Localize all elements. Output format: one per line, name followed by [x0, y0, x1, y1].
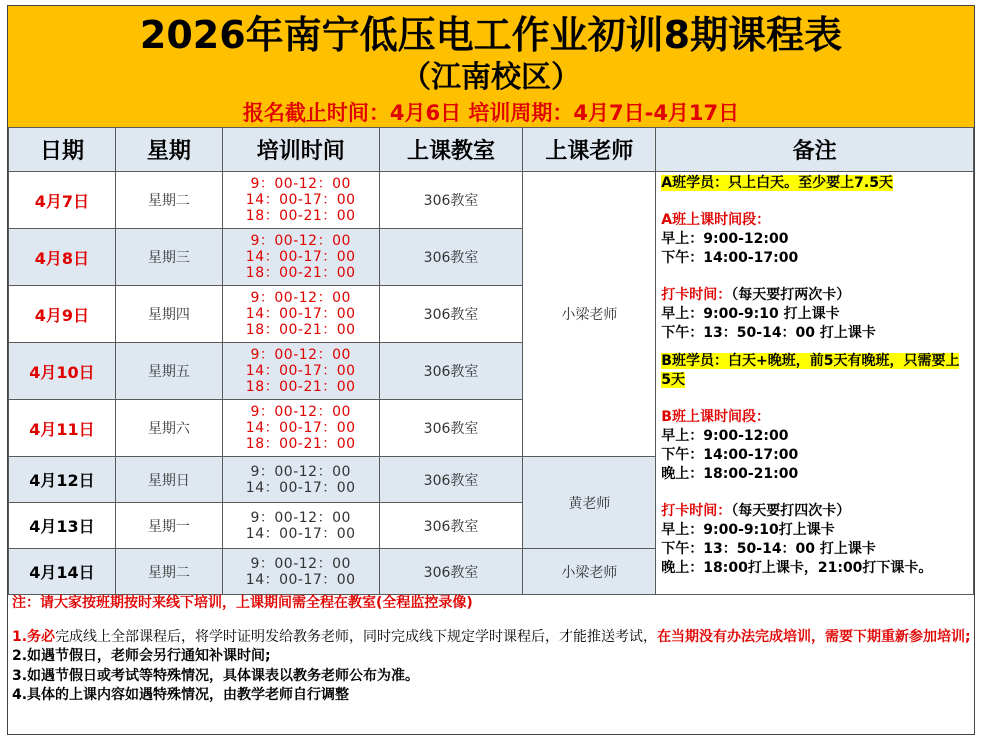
table-row	[9, 172, 974, 229]
time-slot: 14：00-17：00	[245, 192, 356, 208]
room-cell: 306教室	[379, 503, 523, 549]
time-cell	[222, 503, 379, 549]
column-header-room: 上课教室	[379, 128, 523, 172]
time-slot: 9：00-12：00	[250, 509, 351, 526]
weekday-cell: 星期六	[115, 400, 222, 457]
teacher-cell: 小梁老师	[523, 549, 656, 595]
footer-note: 注：请大家按班期按时来线下培训，上课期间需全程在教室(全程监控录像)	[12, 595, 473, 611]
room-cell: 306教室	[379, 549, 523, 595]
time-slot: 9：00-12：00	[250, 233, 351, 249]
time-cell	[222, 286, 379, 343]
b-punch-morning: 早上：9:00-9:10打上课卡	[661, 522, 835, 538]
date-cell: 4月7日	[9, 172, 116, 229]
time-slot: 18：00-21：00	[245, 265, 356, 281]
time-cell	[222, 172, 379, 229]
teacher-cell: 小梁老师	[523, 172, 656, 457]
time-slot: 14：00-17：00	[245, 249, 356, 265]
a-time-title: A班上课时间段：	[661, 212, 771, 228]
a-morning: 早上：9:00-12:00	[661, 231, 789, 247]
date-cell: 4月9日	[9, 286, 116, 343]
b-punch-title: 打卡时间：	[661, 503, 732, 519]
time-slot: 18：00-21：00	[245, 436, 356, 452]
time-slot: 14：00-17：00	[245, 479, 356, 496]
item1-plain: 完成线上全部课程后，将学时证明发给教务老师，同时完成线下规定学时课程后，才能推送考试，	[55, 628, 658, 645]
weekday-cell: 星期一	[115, 503, 222, 549]
room-cell: 306教室	[379, 286, 523, 343]
weekday-cell: 星期二	[115, 549, 222, 595]
weekday-cell: 星期五	[115, 343, 222, 400]
notes-cell	[656, 172, 974, 595]
date-cell: 4月12日	[9, 457, 116, 503]
b-punch-extra: （每天要打四次卡）	[731, 503, 851, 519]
footer-notes	[8, 594, 974, 734]
b-punch-evening: 晚上：18:00打上课卡，21:00打下课卡。	[661, 560, 933, 576]
a-punch-morning: 早上：9:00-9:10 打上课卡	[661, 306, 840, 322]
weekday-cell: 星期四	[115, 286, 222, 343]
time-slot: 14：00-17：00	[245, 363, 356, 379]
b-punch-afternoon: 下午：13：50-14：00 打上课卡	[661, 541, 876, 557]
time-slot: 9：00-12：00	[250, 176, 351, 192]
room-cell: 306教室	[379, 172, 523, 229]
page-title: 2026年南宁低压电工作业初训8期课程表	[139, 13, 843, 57]
date-cell: 4月14日	[9, 549, 116, 595]
time-slot: 14：00-17：00	[245, 525, 356, 542]
weekday-cell: 星期日	[115, 457, 222, 503]
b-morning: 早上：9:00-12:00	[661, 428, 789, 444]
column-header-notes: 备注	[656, 128, 974, 172]
b-time-title: B班上课时间段：	[661, 409, 770, 425]
time-slot: 18：00-21：00	[245, 322, 356, 338]
column-header-date: 日期	[9, 128, 116, 172]
schedule-sheet	[7, 5, 975, 735]
time-slot: 9：00-12：00	[250, 290, 351, 306]
time-cell	[222, 400, 379, 457]
column-header-weekday: 星期	[115, 128, 222, 172]
b-evening: 晚上：18:00-21:00	[661, 466, 799, 482]
date-cell: 4月11日	[9, 400, 116, 457]
room-cell: 306教室	[379, 400, 523, 457]
a-punch-afternoon: 下午：13：50-14：00 打上课卡	[661, 325, 876, 341]
footer-item-1	[8, 628, 974, 648]
time-cell	[222, 549, 379, 595]
weekday-cell: 星期二	[115, 172, 222, 229]
time-slot: 9：00-12：00	[250, 347, 351, 363]
time-slot: 14：00-17：00	[245, 571, 356, 588]
time-cell	[222, 343, 379, 400]
room-cell: 306教室	[379, 457, 523, 503]
time-slot: 18：00-21：00	[245, 208, 356, 224]
date-cell: 4月13日	[9, 503, 116, 549]
time-slot: 14：00-17：00	[245, 420, 356, 436]
schedule-table	[8, 127, 974, 595]
a-afternoon: 下午：14:00-17:00	[661, 250, 799, 266]
table-header-row	[9, 128, 974, 172]
b-class-note: B班学员：白天+晚班，前5天有晚班，只需要上5天	[661, 353, 960, 388]
a-class-note: A班学员：只上白天。至少要上7.5天	[661, 175, 893, 191]
weekday-cell: 星期三	[115, 229, 222, 286]
campus-subtitle: （江南校区）	[401, 60, 581, 95]
title-banner	[8, 6, 974, 128]
deadline-line: 报名截止时间：4月6日 培训周期：4月7日-4月17日	[242, 101, 740, 125]
time-slot: 14：00-17：00	[245, 306, 356, 322]
column-header-time: 培训时间	[222, 128, 379, 172]
time-cell	[222, 457, 379, 503]
column-header-teacher: 上课老师	[523, 128, 656, 172]
b-afternoon: 下午：14:00-17:00	[661, 447, 799, 463]
time-slot: 9：00-12：00	[250, 404, 351, 420]
footer-item-4: 4.具体的上课内容如遇特殊情况，由教学老师自行调整	[12, 687, 350, 703]
room-cell: 306教室	[379, 343, 523, 400]
footer-item-2: 2.如遇节假日，老师会另行通知补课时间;	[12, 648, 271, 664]
time-slot: 18：00-21：00	[245, 379, 356, 395]
a-punch-extra: （每天要打两次卡）	[731, 287, 851, 303]
a-punch-title: 打卡时间：	[661, 287, 732, 303]
date-cell: 4月8日	[9, 229, 116, 286]
room-cell: 306教室	[379, 229, 523, 286]
item1-prefix: 1.务必	[12, 628, 56, 645]
item1-red: 在当期没有办法完成培训，需要下期重新参加培训;	[657, 628, 971, 645]
date-cell: 4月10日	[9, 343, 116, 400]
footer-item-3: 3.如遇节假日或考试等特殊情况，具体课表以教务老师公布为准。	[12, 667, 420, 684]
teacher-cell: 黄老师	[523, 457, 656, 549]
time-slot: 9：00-12：00	[250, 555, 351, 572]
time-cell	[222, 229, 379, 286]
time-slot: 9：00-12：00	[250, 463, 351, 480]
